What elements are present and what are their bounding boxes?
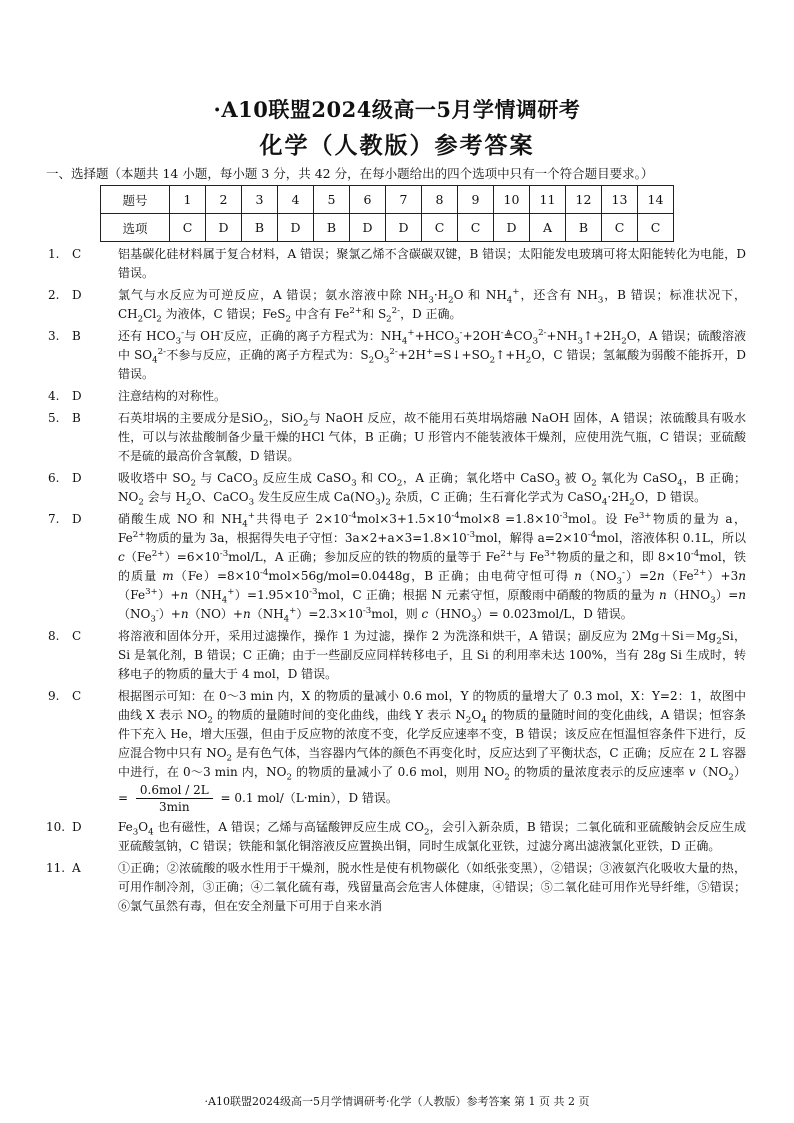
page-footer: ·A10联盟2024级高一5月学情调研考·化学（人教版）参考答案 第 1 页 共 2 页 xyxy=(204,1095,590,1108)
answer-choice: B xyxy=(72,411,81,425)
answer-table-number-row xyxy=(101,186,674,214)
explanation-text: 铝基碳化硅材料属于复合材料，A 错误；聚氯乙烯不含碳碳双键，B 错误；太阳能发电玻璃可将太阳能转化为电能，D 错误。 xyxy=(118,247,746,280)
question-number-cell: 8 xyxy=(422,186,458,214)
explanation-item xyxy=(46,859,746,916)
answer-key-title: 化学（人教版）参考答案 xyxy=(259,132,535,159)
question-number-cell: 10 xyxy=(494,186,530,214)
explanation-item xyxy=(46,245,746,283)
explanation-item xyxy=(46,510,746,624)
answer-choice: D xyxy=(72,820,82,834)
answer-choice-cell: A xyxy=(530,214,566,242)
question-number-cell: 1 xyxy=(170,186,206,214)
question-number-cell: 4 xyxy=(278,186,314,214)
explanation-text: 根据图示可知：在 0～3 min 内，X 的物质的量减小 0.6 mol，Y 的物质的量增大了 0.3 mol，X：Y=2：1，故图中曲线 X 表示 $NO_2$ 的物质的量随时间的变化曲线，曲线 Y 表示 $N_2O_4$ 的物质的量随时间的变化曲线，A 错误；恒容条件下充入 He，增大压强，但由于反应物的浓度不变，化学反应速率不变，B 错误；该反应在恒温恒容条件下进行，反应混合物中只有 $NO_2$ 是有色气体，当容器内气体的颜色不再变化时，反应达到了平衡状态，C 正确；反应在 2 L 容器中进行，在 0～3 min 内，$NO_2$ 的物质的量减小了 0.6 mol，则用 $NO_2$ 的物质的量浓度表示的反应速率 $v(NO_2)=$ $\frac{\text{0.6mol / 2L}}{3\min}$ = 0.1 mol/（L·min），D 错误。 xyxy=(118,689,747,814)
question-number-cell: 6 xyxy=(350,186,386,214)
answer-choice-cell: C xyxy=(170,214,206,242)
explanation-item xyxy=(46,627,746,684)
exam-title: ·A10联盟2024级高一5月学情调研考 xyxy=(213,97,581,122)
question-number-cell: 5 xyxy=(314,186,350,214)
question-number: 11. xyxy=(46,861,66,875)
answer-table xyxy=(100,185,674,242)
question-number: 2. xyxy=(48,288,60,302)
answer-choice-cell: C xyxy=(602,214,638,242)
explanation-item xyxy=(46,327,746,384)
explanation-item xyxy=(46,818,746,856)
explanation-item xyxy=(46,286,746,324)
question-number-cell: 3 xyxy=(242,186,278,214)
answer-choice: A xyxy=(72,861,81,875)
answer-choice-cell: D xyxy=(350,214,386,242)
answer-choice-cell: D xyxy=(494,214,530,242)
answer-choice-cell: C xyxy=(638,214,674,242)
question-number: 6. xyxy=(48,471,60,485)
question-number-cell: 11 xyxy=(530,186,566,214)
question-number: 9. xyxy=(48,689,60,703)
answer-choice: B xyxy=(72,329,81,343)
question-number: 7. xyxy=(48,512,60,526)
explanation-text: $Fe_3O_4$ 也有磁性，A 错误；乙烯与高锰酸钾反应生成 $CO_2$，会引入新杂质，B 错误；二氧化硫和亚硫酸钠会反应生成亚硫酸氢钠，C 错误；铁能和氯化铜溶液反应置换出铜，同时生成氯化亚铁，过滤分离出滤液氯化亚铁，D 正确。 xyxy=(118,820,746,853)
answer-choice-cell: D xyxy=(206,214,242,242)
answer-choice: D xyxy=(72,389,82,403)
question-number-cell: 13 xyxy=(602,186,638,214)
answer-table-choice-row xyxy=(101,214,674,242)
explanation-text: 石英坩埚的主要成分是SiO$_2$，SiO$_2$与 NaOH 反应，故不能用石英坩埚熔融 NaOH 固体，A 错误；浓硫酸具有吸水性，可以与浓盐酸制备少量干燥的HCl 气体，B 正确；U 形管内不能装液体干燥剂，应使用洗气瓶，C 错误；亚硫酸不是硫的最高价含氧酸，D 错误。 xyxy=(118,411,746,463)
explanation-text: 硝酸生成 NO 和 $NH_4^+$共得电子 $2\times 10^{-4}mol\times 3+1.5\times 10^{-4}mol\times 8 =1.8\times 10^{-3}mol$。设 $Fe^{3+}$物质的量为 a，$Fe^{2+}$物质的量为 3a，根据得失电子守恒：$3a\times 2+a\times 3=1.8\times 10^{-3}mol$，解得 $a=2\times 10^{-4}mol$，溶液体积 0.1L，所以 $c(Fe^{2+})=6\times 10^{-3}mol/L$，A 正确；参加反应的铁的物质的量等于 $Fe^{2+}$与 $Fe^{3+}$物质的量之和，即 $8\times 10^{-4}mol$，铁的质量 $m(Fe)=8\times 10^{-4}mol\times 56g/mol=0.0448g$，B 正确；由电荷守恒可得 $n(NO_3^-)=2n(Fe^{2+})+3n(Fe^{3+})+n(NH_4^+)=1.95\times 10^{-3}mol$，C 正确；根据 N 元素守恒，原酸雨中硝酸的物质的量为 $n(HNO_3)=n(NO_3^-)+n(NO)+n(NH_4^+)=2.3\times 10^{-3}mol$，则 $c(HNO_3)= 0.023mol/L$，D 错误。 xyxy=(118,511,746,625)
explanation-text: 将溶液和固体分开，采用过滤操作，操作 1 为过滤，操作 2 为洗涤和烘干，A 错误；副反应为 $2Mg+Si=Mg_2Si$，Si 是氧化剂，B 错误；C 正确；由于一些副反应同样转移电子，且 Si 的利用率未达 100%，当有 28g Si 生成时，转移电子的物质的量大于 4 mol，D 错误。 xyxy=(118,629,746,681)
question-number: 5. xyxy=(48,411,60,425)
answer-choice-cell: B xyxy=(314,214,350,242)
explanation-text: 氯气与水反应为可逆反应，A 错误；氨水溶液中除 $NH_3\cdot H_2O$ 和 $NH_4^+$，还含有 $NH_3$，B 错误；标准状况下，$CH_2Cl_2$ 为液体，C 错误；FeS$_2$ 中含有 $Fe^{2+}$和 $S_2^{2-}$，D 正确。 xyxy=(118,287,747,325)
question-number: 10. xyxy=(46,820,66,834)
answer-choice: D xyxy=(72,288,82,302)
explanation-text: ①正确；②浓硫酸的吸水性用于干燥剂，脱水性是使有机物碳化（如纸张变黑），②错误；③液氨汽化吸收大量的热，可用作制冷剂，③正确；④二氧化硫有毒，残留量高会危害人体健康，④错误；⑤二氧化硅可用作光导纤维，⑤错误；⑥氯气虽然有毒，但在安全剂量下可用于自来水消 xyxy=(118,861,746,913)
answer-choice: D xyxy=(72,471,82,485)
answer-choice-cell: B xyxy=(242,214,278,242)
question-number: 4. xyxy=(48,389,60,403)
answer-choice: D xyxy=(72,512,82,526)
explanation-list xyxy=(46,245,746,919)
answer-choice-cell: C xyxy=(422,214,458,242)
row-label-number: 题号 xyxy=(101,186,170,214)
answer-choice: C xyxy=(72,247,82,261)
question-number-cell: 7 xyxy=(386,186,422,214)
explanation-item xyxy=(46,409,746,466)
section-heading: 一、选择题（本题共 14 小题，每小题 3 分，共 42 分，在每小题给出的四个选项中只有一个符合题目要求。） xyxy=(46,166,654,181)
answer-choice: C xyxy=(72,629,82,643)
question-number: 8. xyxy=(48,629,60,643)
row-label-choice: 选项 xyxy=(101,214,170,242)
explanation-item xyxy=(46,469,746,507)
question-number-cell: 12 xyxy=(566,186,602,214)
question-number: 1. xyxy=(48,247,60,261)
explanation-text: 还有 $HCO_3^-$与 OH-反应，正确的离子方程式为：$NH_4^++HCO_3^-+2OH^-≜CO_3^{2-}+NH_3↑+2H_2O$，A 错误；硫酸溶液中 $SO_4^{2-}$不参与反应，正确的离子方程式为：$S_2O_3^{2-}+2H^+=S↓+SO_2↑+H_2O$，C 错误；氢氟酸为弱酸不能拆开，D 错误。 xyxy=(118,328,746,381)
question-number-cell: 9 xyxy=(458,186,494,214)
explanation-text: 注意结构的对称性。 xyxy=(118,389,227,403)
answer-choice-cell: C xyxy=(458,214,494,242)
explanation-text: 吸收塔中 $SO_2$ 与 CaCO$_3$ 反应生成 CaSO$_3$ 和 $CO_2$，A 正确；氧化塔中 CaSO$_3$ 被 $O_2$ 氧化为 CaSO$_4$，B 正确；$NO_2$ 会与 $H_2O$、CaCO$_3$ 发生反应生成 $Ca(NO_3)_2$ 杂质，C 正确；生石膏化学式为 $CaSO_4\cdot 2H_2O$，D 错误。 xyxy=(118,471,747,508)
explanation-item xyxy=(46,387,746,406)
answer-choice-cell: D xyxy=(386,214,422,242)
answer-choice-cell: D xyxy=(278,214,314,242)
question-number-cell: 2 xyxy=(206,186,242,214)
answer-choice: C xyxy=(72,689,82,703)
explanation-item xyxy=(46,687,746,815)
question-number-cell: 14 xyxy=(638,186,674,214)
answer-choice-cell: B xyxy=(566,214,602,242)
question-number: 3. xyxy=(48,329,60,343)
